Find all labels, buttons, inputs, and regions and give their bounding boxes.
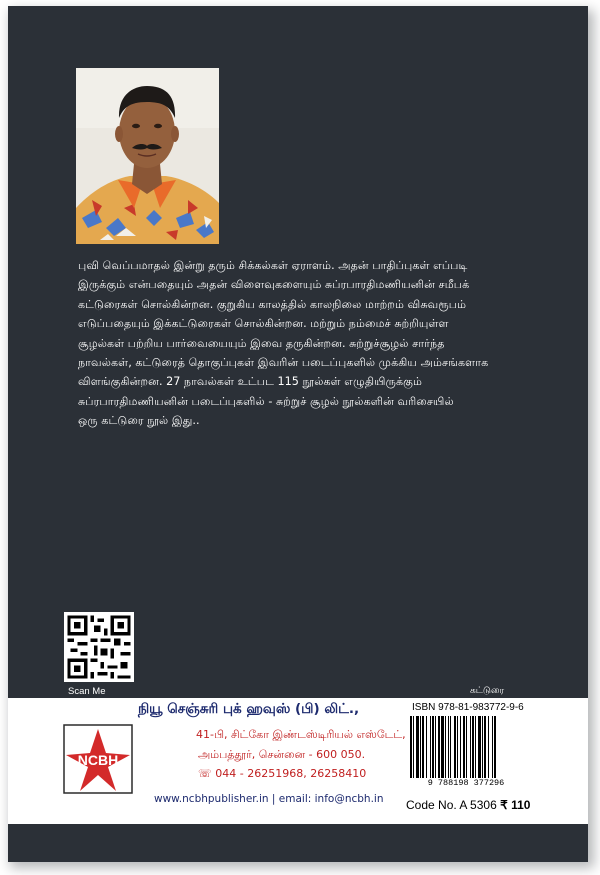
barcode-bar xyxy=(422,716,424,778)
barcode-bar xyxy=(416,716,419,778)
barcode-bar xyxy=(482,716,483,778)
publisher-phone xyxy=(198,767,366,780)
blurb-line: விளங்குகின்றன. 27 நாவல்கள் உட்பட 115 நூல்கள் எழுதியிருக்கும் xyxy=(78,375,423,389)
phone-numbers: 044 - 26251968, 26258410 xyxy=(215,767,367,780)
barcode-bar xyxy=(450,716,451,778)
barcode-bar xyxy=(475,716,476,778)
blurb-line: நாவல்கள், கட்டுரைத் தொகுப்புகள் இவரின் படைப்புகளில் முக்கிய அம்சங்களாக xyxy=(78,356,489,370)
barcode-bar xyxy=(430,716,431,778)
website-link[interactable]: www.ncbhpublisher.in xyxy=(154,793,269,805)
blurb-text xyxy=(78,256,524,431)
ncbh-logo xyxy=(62,723,134,795)
barcode-bar xyxy=(445,716,446,778)
book-code-price xyxy=(406,798,530,812)
blurb-line: இருக்கும் என்பதையும் அதன் விளைவுகளையும் சுப்ரபாரதிமணியனின் சமீபக் xyxy=(78,278,470,292)
book-price: ₹ 110 xyxy=(500,798,531,812)
blurb-line: புவி வெப்பமாதல் இன்று தரும் சிக்கல்கள் ஏராளம். அதன் பாதிப்புகள் எப்படி xyxy=(78,259,468,272)
telephone-icon: ☏ xyxy=(198,767,212,780)
barcode-bar xyxy=(488,716,489,778)
logo-text: NCBH xyxy=(77,752,119,768)
publisher-name: நியூ செஞ்சுரி புக் ஹவுஸ் (பி) லிட்., xyxy=(138,701,360,717)
barcode-number: 9 788198 377296 xyxy=(427,778,505,788)
blurb-line: சுப்ரபாரதிமணியனின் படைப்புகளில் - சுற்றுச் சூழல் நூல்களின் வரிசையில் xyxy=(78,394,454,408)
genre-label: கட்டுரை xyxy=(470,686,505,696)
qr-code[interactable] xyxy=(64,612,134,682)
barcode-bar xyxy=(472,716,474,778)
barcode-bar xyxy=(457,716,458,778)
blurb-line: ஒரு கட்டுரை நூல் இது.. xyxy=(78,414,200,428)
publisher-address-line1: 41-பி, சிட்கோ இண்டஸ்டிரியல் எஸ்டேட், xyxy=(196,728,406,741)
barcode-bar xyxy=(448,716,449,778)
isbn: ISBN 978-81-983772-9-6 xyxy=(412,702,524,713)
barcode-bar xyxy=(420,716,421,778)
barcode-bar xyxy=(492,716,493,778)
publisher-panel xyxy=(8,698,588,824)
barcode-bar xyxy=(432,716,434,778)
barcode-bar xyxy=(463,716,465,778)
author-photo xyxy=(76,68,219,244)
barcode-bar xyxy=(435,716,436,778)
qr-caption: Scan Me xyxy=(68,686,106,697)
barcode-bar xyxy=(460,716,461,778)
barcode-bar xyxy=(470,716,471,778)
back-cover xyxy=(8,6,588,862)
book-code: Code No. A 5306 xyxy=(406,798,497,812)
barcode-bar xyxy=(478,716,481,778)
blurb-line: சூழல்கள் பற்றிய பார்வையையும் இவை தருகின்றன. சுற்றுச்சூழல் சார்ந்த xyxy=(78,336,445,350)
blurb-line: கட்டுரைகள் சொல்கின்றன. குறுகிய காலத்தில் காலநிலை மாற்றம் விசுவரூபம் xyxy=(78,297,467,311)
barcode-bar xyxy=(494,716,496,778)
contact-separator: | xyxy=(271,793,276,805)
barcode-bar xyxy=(426,716,427,778)
barcode-bar xyxy=(438,716,440,778)
barcode-bar xyxy=(454,716,456,778)
barcode-bar xyxy=(484,716,486,778)
isbn-barcode xyxy=(408,716,524,778)
publisher-contact xyxy=(154,793,383,805)
email-link[interactable]: email: info@ncbh.in xyxy=(278,793,384,805)
barcode-bar xyxy=(410,716,412,778)
barcode-bar xyxy=(413,716,414,778)
barcode-bar xyxy=(441,716,444,778)
publisher-address-line2: அம்பத்தூர், சென்னை - 600 050. xyxy=(198,748,366,761)
barcode-bar xyxy=(466,716,467,778)
blurb-line: எடுப்பதையும் இக்கட்டுரைகள் சொல்கின்றன. மற்றும் நம்மைச் சுற்றியுள்ள xyxy=(78,317,449,331)
